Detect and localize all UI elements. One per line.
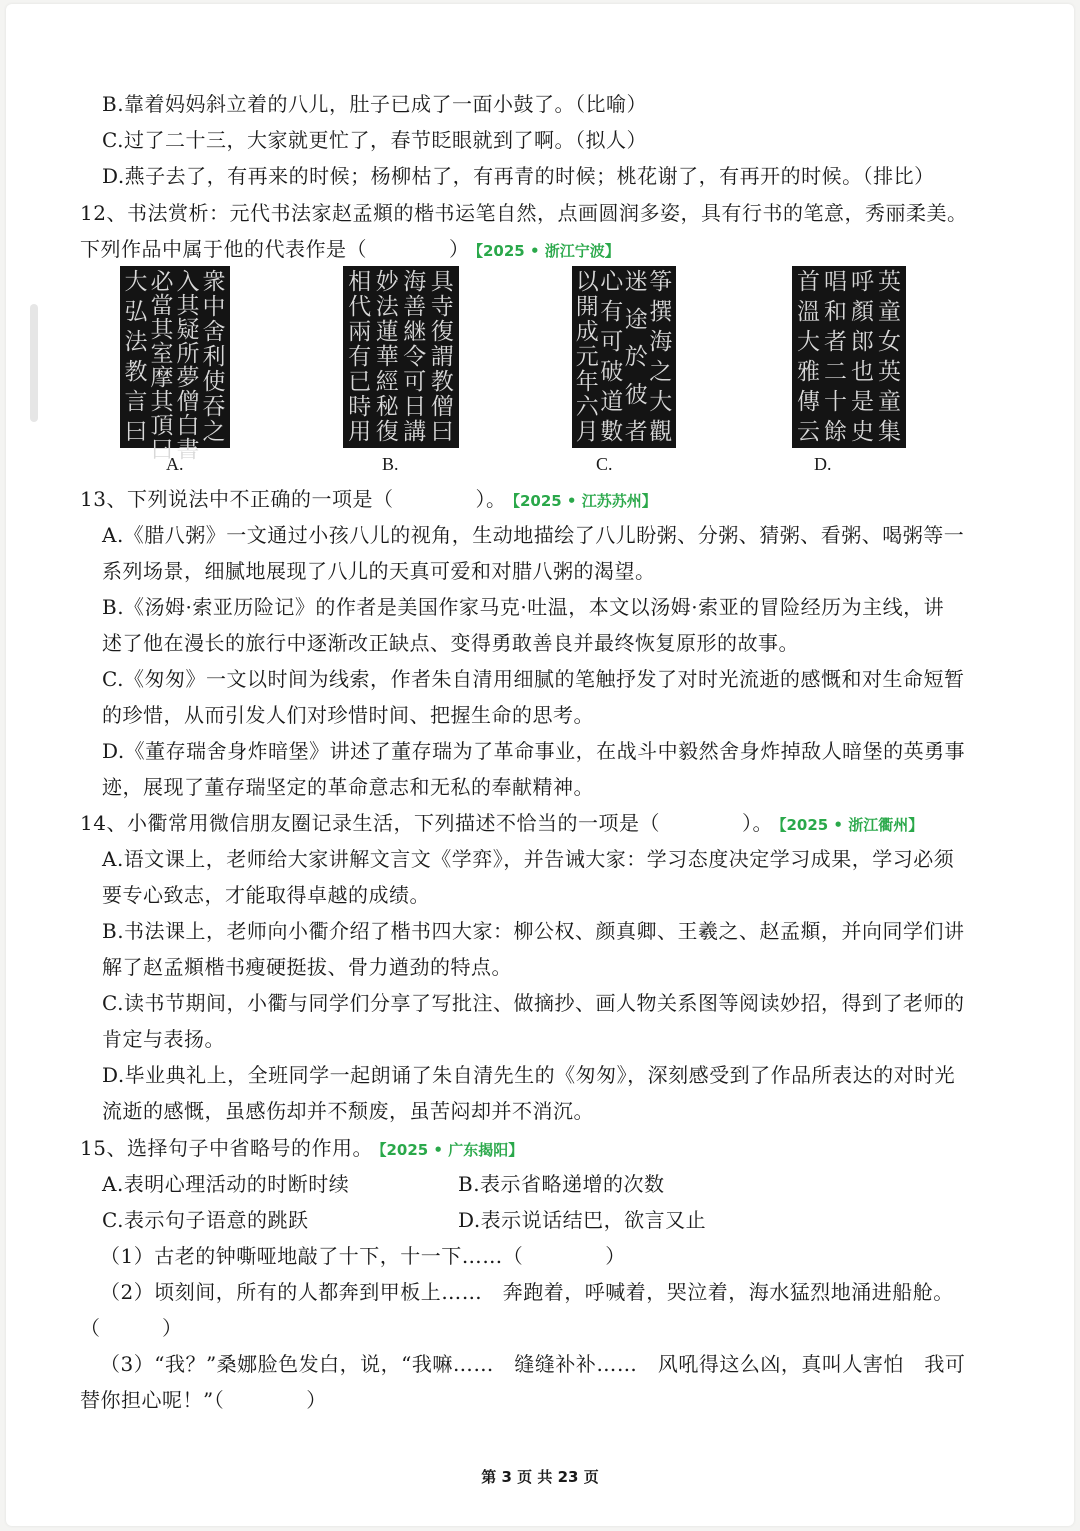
calligraphy-glyph: 筝 — [649, 269, 673, 295]
calligraphy-glyph: 其 — [176, 293, 200, 319]
q14-line: A.语文课上，老师给大家讲解文言文《学弈》，并告诫大家：学习态度决定学习成果，学习必须 — [102, 847, 955, 871]
calligraphy-glyph: 入 — [176, 269, 200, 295]
calligraphy-glyph: 曰 — [150, 437, 174, 463]
q12-stem-line2 — [80, 235, 620, 265]
calligraphy-glyph: 和 — [824, 299, 847, 325]
calligraphy-glyph: 利 — [202, 344, 226, 370]
sample-a-col-4 — [125, 270, 148, 444]
scroll-indicator — [30, 304, 38, 422]
q13-stem-text: 13、下列说法中不正确的一项是（ ）。 — [80, 487, 507, 511]
calligraphy-glyph: 用 — [348, 419, 372, 445]
calligraphy-glyph: 心 — [600, 269, 624, 295]
calligraphy-glyph: 有 — [348, 344, 372, 370]
calligraphy-glyph: 可 — [600, 329, 624, 355]
calligraphy-glyph: 疑 — [176, 317, 200, 343]
calligraphy-glyph: 成 — [575, 319, 599, 345]
calligraphy-glyph: 曰 — [124, 419, 148, 445]
sample-c-label: C. — [596, 454, 613, 474]
calligraphy-glyph: 破 — [600, 359, 624, 385]
calligraphy-glyph: 首 — [797, 269, 820, 295]
calligraphy-glyph: 室 — [150, 341, 174, 367]
calligraphy-glyph: 令 — [403, 344, 427, 370]
calligraphy-glyph: 集 — [878, 419, 901, 445]
page-footer: 第 3 页 共 23 页 — [481, 1468, 599, 1486]
sample-c-col-1 — [649, 270, 672, 444]
q15-sentence-2-blank: （ ） — [80, 1316, 183, 1340]
q14-stem — [80, 809, 923, 839]
calligraphy-glyph: 其 — [150, 389, 174, 415]
q15-stem — [80, 1134, 523, 1164]
calligraphy-glyph: 海 — [649, 329, 673, 355]
sample-b-col-4 — [348, 270, 371, 444]
sample-d-col-1 — [878, 270, 901, 444]
calligraphy-glyph: 之 — [202, 419, 226, 445]
calligraphy-glyph: 十 — [824, 389, 847, 415]
q14-line: 要专心致志，才能取得卓越的成绩。 — [102, 883, 430, 907]
calligraphy-glyph: 必 — [150, 269, 174, 295]
calligraphy-glyph: 英 — [878, 269, 901, 295]
calligraphy-glyph: 代 — [348, 294, 372, 320]
q11-option-c: C.过了二十三，大家就更忙了，春节眨眼就到了啊。（拟人） — [102, 128, 647, 152]
q14-line: 肯定与表扬。 — [102, 1027, 225, 1051]
calligraphy-glyph: 兩 — [348, 319, 372, 345]
calligraphy-glyph: 復 — [375, 419, 399, 445]
calligraphy-glyph: 六 — [575, 394, 599, 420]
calligraphy-glyph: 可 — [403, 369, 427, 395]
q12-stem-text: 下列作品中属于他的代表作是（ ） — [80, 237, 470, 261]
q13-line: A.《腊八粥》一文通过小孩八儿的视角，生动地描绘了八儿盼粥、分粥、猜粥、看粥、喝粥等一 — [102, 523, 965, 547]
q14-line: 解了赵孟頫楷书瘦硬挺拔、骨力遒劲的特点。 — [102, 955, 512, 979]
calligraphy-glyph: 元 — [575, 344, 599, 370]
sample-b-col-2 — [403, 270, 426, 444]
q13-line: 系列场景，细腻地展现了八儿的天真可爱和对腊八粥的渴望。 — [102, 559, 656, 583]
calligraphy-glyph: 所 — [176, 341, 200, 367]
calligraphy-glyph: 善 — [403, 294, 427, 320]
calligraphy-glyph: 教 — [430, 369, 454, 395]
sample-a-col-1 — [203, 270, 226, 444]
calligraphy-glyph: 中 — [202, 294, 226, 320]
calligraphy-glyph: 者 — [624, 419, 648, 445]
calligraphy-glyph: 衆 — [202, 269, 226, 295]
calligraphy-glyph: 云 — [797, 419, 820, 445]
q13-line: 的珍惜，从而引发人们对珍惜时间、把握生命的思考。 — [102, 703, 594, 727]
calligraphy-glyph: 法 — [124, 329, 148, 355]
calligraphy-sample-c — [572, 266, 676, 448]
calligraphy-glyph: 當 — [150, 293, 174, 319]
q11-option-b: B.靠着妈妈斜立着的八儿，肚子已成了一面小鼓了。（比喻） — [102, 92, 648, 116]
sample-c-col-2 — [625, 270, 648, 444]
sample-d-label: D. — [814, 454, 832, 474]
q13-line: D.《董存瑞舍身炸暗堡》讲述了董存瑞为了革命事业，在战斗中毅然舍身炸掉敌人暗堡的英勇事 — [102, 739, 966, 763]
calligraphy-sample-a — [120, 266, 230, 463]
calligraphy-glyph: 其 — [150, 317, 174, 343]
q15-option-b: B.表示省略递增的次数 — [458, 1172, 665, 1196]
calligraphy-glyph: 復 — [430, 319, 454, 345]
calligraphy-glyph: 數 — [600, 419, 624, 445]
q14-line: 流逝的感慨，虽感伤却并不颓废，虽苦闷却并不消沉。 — [102, 1099, 594, 1123]
calligraphy-glyph: 也 — [851, 359, 874, 385]
q15-sentence-3: （3）“我？”桑娜脸色发白，说，“我嘛…… 缝缝补补…… 风吼得这么凶，真叫人害怕 我可 — [100, 1352, 966, 1376]
calligraphy-glyph: 童 — [878, 299, 901, 325]
q13-line: 迹，展现了董存瑞坚定的革命意志和无私的奉献精神。 — [102, 775, 594, 799]
calligraphy-glyph: 海 — [403, 269, 427, 295]
calligraphy-glyph: 華 — [375, 344, 399, 370]
sample-d-col-2 — [851, 270, 874, 444]
calligraphy-glyph: 者 — [824, 329, 847, 355]
calligraphy-glyph: 曰 — [430, 419, 454, 445]
q15-option-d: D.表示说话结巴，欲言又止 — [458, 1208, 707, 1232]
sample-d-col-3 — [824, 270, 847, 444]
q14-line: D.毕业典礼上，全班同学一起朗诵了朱自清先生的《匆匆》，深刻感受到了作品所表达的对时光 — [102, 1063, 956, 1087]
q15-option-c: C.表示句子语意的跳跃 — [102, 1208, 309, 1232]
calligraphy-glyph: 女 — [878, 329, 901, 355]
q14-stem-text: 14、小衢常用微信朋友圈记录生活，下列描述不恰当的一项是（ ）。 — [80, 811, 773, 835]
calligraphy-glyph: 唱 — [824, 269, 847, 295]
q13-source-tag: 【2025 • 江苏苏州】 — [512, 492, 657, 510]
q15-sentence-1: （1）古老的钟嘶哑地敲了十下，十一下……（ ） — [100, 1244, 626, 1268]
calligraphy-glyph: 舍 — [202, 319, 226, 345]
calligraphy-glyph: 大 — [797, 329, 820, 355]
calligraphy-glyph: 觀 — [649, 419, 673, 445]
q15-stem-text: 15、选择句子中省略号的作用。 — [80, 1136, 373, 1160]
q13-line: C.《匆匆》一文以时间为线索，作者朱自清用细腻的笔触抒发了对时光流逝的感慨和对生命短暂 — [102, 667, 965, 691]
calligraphy-glyph: 時 — [348, 394, 372, 420]
calligraphy-glyph: 史 — [851, 419, 874, 445]
calligraphy-glyph: 妙 — [375, 269, 399, 295]
calligraphy-glyph: 途 — [624, 306, 648, 333]
calligraphy-glyph: 於 — [624, 344, 648, 370]
calligraphy-glyph: 蓮 — [375, 319, 399, 345]
q15-source-tag: 【2025 • 广东揭阳】 — [378, 1141, 524, 1159]
calligraphy-glyph: 彼 — [624, 381, 648, 408]
q13-line: 述了他在漫长的旅行中逐渐改正缺点、变得勇敢善良并最终恢复原形的故事。 — [102, 631, 799, 655]
calligraphy-glyph: 經 — [375, 369, 399, 395]
calligraphy-glyph: 頂 — [150, 413, 174, 439]
calligraphy-glyph: 迷 — [624, 269, 648, 295]
q13-stem — [80, 485, 657, 515]
calligraphy-glyph: 是 — [851, 389, 874, 415]
calligraphy-glyph: 言 — [124, 389, 148, 415]
calligraphy-glyph: 月 — [575, 419, 599, 445]
calligraphy-glyph: 傳 — [797, 389, 820, 415]
sample-b-col-1 — [431, 270, 454, 444]
calligraphy-glyph: 寺 — [430, 294, 454, 320]
calligraphy-glyph: 使 — [202, 369, 226, 395]
q14-source-tag: 【2025 • 浙江衢州】 — [778, 816, 924, 834]
q12-source-tag: 【2025 • 浙江宁波】 — [475, 242, 620, 260]
q14-line: B.书法课上，老师向小衢介绍了楷书四大家：柳公权、颜真卿、王羲之、赵孟頫，并向同学们讲 — [102, 919, 965, 943]
calligraphy-glyph: 具 — [430, 269, 454, 295]
calligraphy-glyph: 僧 — [430, 394, 454, 420]
calligraphy-sample-d — [792, 266, 906, 448]
q15-option-a: A.表明心理活动的时断时续 — [102, 1172, 350, 1196]
calligraphy-glyph: 謂 — [430, 344, 454, 370]
calligraphy-glyph: 講 — [403, 419, 427, 445]
q14-line: C.读书节期间，小衢与同学们分享了写批注、做摘抄、画人物关系图等阅读妙招，得到了老师的 — [102, 991, 965, 1015]
calligraphy-sample-b — [343, 266, 459, 448]
sample-b-label: B. — [382, 454, 399, 474]
calligraphy-glyph: 継 — [403, 319, 427, 345]
calligraphy-glyph: 吞 — [202, 394, 226, 420]
q11-option-d: D.燕子去了，有再来的时候；杨柳枯了，有再青的时候；桃花谢了，有再开的时候。（排比） — [102, 164, 935, 188]
calligraphy-glyph: 道 — [600, 389, 624, 415]
calligraphy-glyph: 有 — [600, 299, 624, 325]
calligraphy-glyph: 雅 — [797, 359, 820, 385]
sample-a-col-3 — [150, 269, 174, 463]
calligraphy-glyph: 秘 — [375, 394, 399, 420]
calligraphy-glyph: 開 — [575, 294, 599, 320]
calligraphy-glyph: 顏 — [851, 299, 874, 325]
calligraphy-glyph: 英 — [878, 359, 901, 385]
calligraphy-glyph: 法 — [375, 294, 399, 320]
calligraphy-glyph: 二 — [824, 359, 847, 385]
sample-a-label: A. — [166, 454, 184, 474]
sample-c-col-4 — [576, 270, 599, 444]
calligraphy-glyph: 白 — [176, 413, 200, 439]
q15-sentence-3-end: 替你担心呢！”（ ） — [80, 1388, 327, 1412]
calligraphy-glyph: 之 — [649, 359, 673, 385]
calligraphy-glyph: 溫 — [797, 299, 820, 325]
sample-d-col-4 — [797, 270, 820, 444]
calligraphy-glyph: 大 — [649, 389, 673, 415]
calligraphy-glyph: 日 — [403, 394, 427, 420]
sample-b-col-3 — [376, 270, 399, 444]
calligraphy-glyph: 以 — [575, 269, 599, 295]
sample-c-col-3 — [600, 270, 623, 444]
q12-stem-line1: 12、书法赏析：元代书法家赵孟頫的楷书运笔自然，点画圆润多姿，具有行书的笔意，秀丽柔美。 — [80, 201, 968, 225]
calligraphy-glyph: 教 — [124, 359, 148, 385]
q15-sentence-2: （2）顷刻间，所有的人都奔到甲板上…… 奔跑着，呼喊着，哭泣着，海水猛烈地涌进船舱。 — [100, 1280, 954, 1304]
calligraphy-glyph: 摩 — [150, 365, 174, 391]
calligraphy-glyph: 僧 — [176, 389, 200, 415]
calligraphy-glyph: 撰 — [649, 299, 673, 325]
calligraphy-glyph: 已 — [348, 369, 372, 395]
calligraphy-glyph: 呼 — [851, 269, 874, 295]
calligraphy-glyph: 餘 — [824, 419, 847, 445]
calligraphy-glyph: 弘 — [124, 299, 148, 325]
q13-line: B.《汤姆·索亚历险记》的作者是美国作家马克·吐温，本文以汤姆·索亚的冒险经历为主线，讲 — [102, 595, 945, 619]
calligraphy-glyph: 郎 — [851, 329, 874, 355]
sample-a-col-2 — [176, 269, 200, 463]
calligraphy-glyph: 大 — [124, 269, 148, 295]
calligraphy-glyph: 相 — [348, 269, 372, 295]
calligraphy-glyph: 童 — [878, 389, 901, 415]
calligraphy-glyph: 夢 — [176, 365, 200, 391]
calligraphy-glyph: 年 — [575, 369, 599, 395]
calligraphy-glyph: 書 — [176, 437, 200, 463]
